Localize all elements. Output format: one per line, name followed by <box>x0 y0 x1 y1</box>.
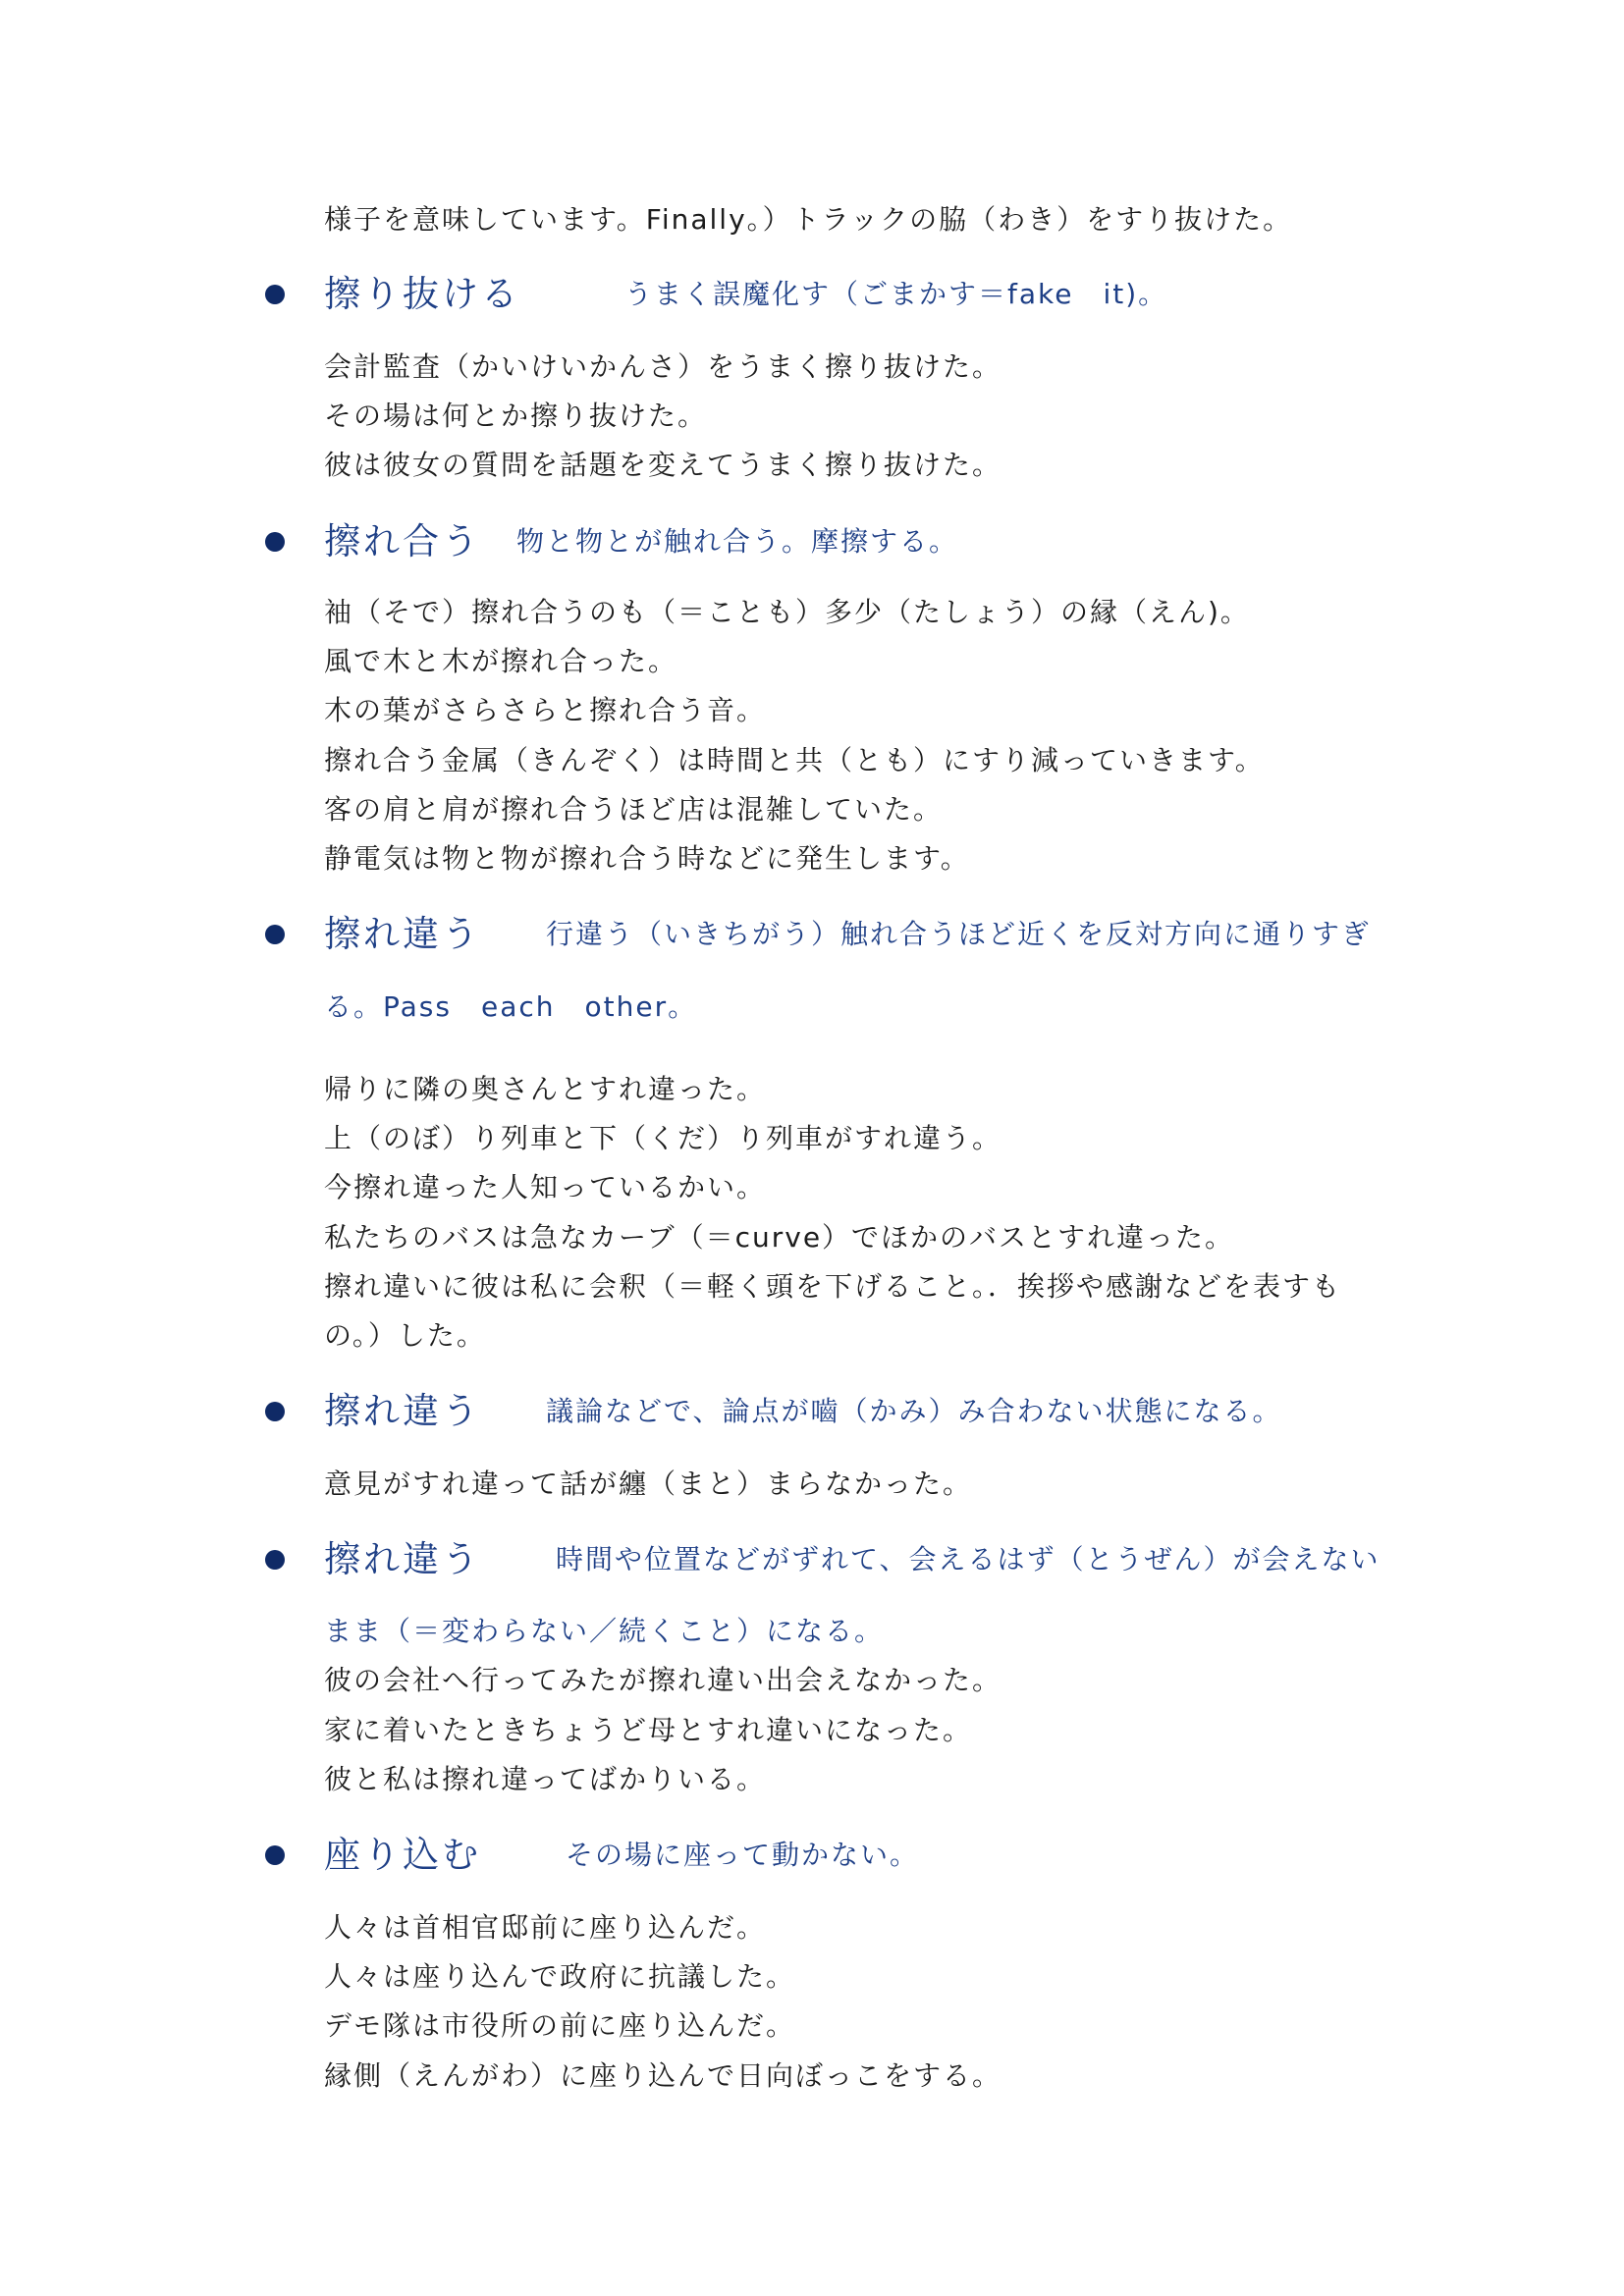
entry-term: 擦れ合う <box>324 520 481 562</box>
bullet-icon <box>265 285 285 304</box>
example-line: 彼は彼女の質問を話題を変えてうまく擦り抜けた。 <box>324 449 1002 481</box>
example-line: 縁側（えんがわ）に座り込んで日向ぼっこをする。 <box>324 2059 1002 2092</box>
entry-definition-continued: まま（＝変わらない／続くこと）になる。 <box>324 1615 885 1647</box>
example-line: 家に着いたときちょうど母とすれ違いになった。 <box>324 1714 973 1746</box>
example-line: 今擦れ違った人知っているかい。 <box>324 1171 767 1203</box>
bullet-icon <box>265 925 285 944</box>
intro-line: 様子を意味しています。Finally。）トラックの脇（わき）をすり抜けた。 <box>324 203 1293 236</box>
entry-term: 座り込む <box>324 1834 481 1876</box>
example-line: 静電気は物と物が擦れ合う時などに発生します。 <box>324 842 970 875</box>
bullet-icon <box>265 1845 285 1865</box>
example-line: 風で木と木が擦れ合った。 <box>324 645 678 677</box>
example-line: 袖（そで）擦れ合うのも（＝ことも）多少（たしょう）の縁（えん)。 <box>324 596 1250 628</box>
entry-definition: その場に座って動かない。 <box>566 1839 920 1871</box>
bullet-icon <box>265 1550 285 1570</box>
example-line: の。）した。 <box>324 1319 486 1352</box>
example-line: 彼の会社へ行ってみたが擦れ違い出会えなかった。 <box>324 1664 1002 1696</box>
example-line: 木の葉がさらさらと擦れ合う音。 <box>324 694 767 726</box>
example-line: 人々は座り込んで政府に抗議した。 <box>324 1960 796 1993</box>
entry-term: 擦れ違う <box>324 1538 481 1580</box>
example-line: 擦れ違いに彼は私に会釈（＝軽く頭を下げること。．挨拶や感謝などを表すも <box>324 1270 1342 1303</box>
entry-definition: 時間や位置などがずれて、会えるはず（とうぜん）が会えない <box>556 1543 1380 1575</box>
entry-term: 擦り抜ける <box>324 273 520 315</box>
example-line: 彼と私は擦れ違ってばかりいる。 <box>324 1763 767 1795</box>
example-line: デモ隊は市役所の前に座り込んだ。 <box>324 2009 796 2042</box>
entry-term: 擦れ違う <box>324 913 481 955</box>
example-line: 上（のぼ）り列車と下（くだ）り列車がすれ違う。 <box>324 1122 1002 1154</box>
entry-definition: 行違う（いきちがう）触れ合うほど近くを反対方向に通りすぎ <box>546 918 1372 950</box>
example-line: 客の肩と肩が擦れ合うほど店は混雑していた。 <box>324 793 944 826</box>
entry-definition: うまく誤魔化す（ごまかす＝fake it)。 <box>624 278 1168 310</box>
bullet-icon <box>265 532 285 552</box>
example-line: 擦れ合う金属（きんぞく）は時間と共（とも）にすり減っていきます。 <box>324 744 1265 776</box>
example-line: 私たちのバスは急なカーブ（＝curve）でほかのバスとすれ違った。 <box>324 1221 1235 1254</box>
example-line: 意見がすれ違って話が纏（まと）まらなかった。 <box>324 1468 973 1500</box>
example-line: 会計監査（かいけいかんさ）をうまく擦り抜けた。 <box>324 350 1002 383</box>
example-line: その場は何とか擦り抜けた。 <box>324 400 708 432</box>
example-line: 人々は首相官邸前に座り込んだ。 <box>324 1911 767 1944</box>
bullet-icon <box>265 1402 285 1421</box>
entry-term: 擦れ違う <box>324 1390 481 1432</box>
entry-definition: 物と物とが触れ合う。摩擦する。 <box>516 525 959 558</box>
entry-definition: 議論などで、論点が嚙（かみ）み合わない状態になる。 <box>546 1395 1282 1427</box>
entry-definition-continued: る。Pass each other。 <box>324 990 698 1023</box>
example-line: 帰りに隣の奥さんとすれ違った。 <box>324 1073 767 1105</box>
